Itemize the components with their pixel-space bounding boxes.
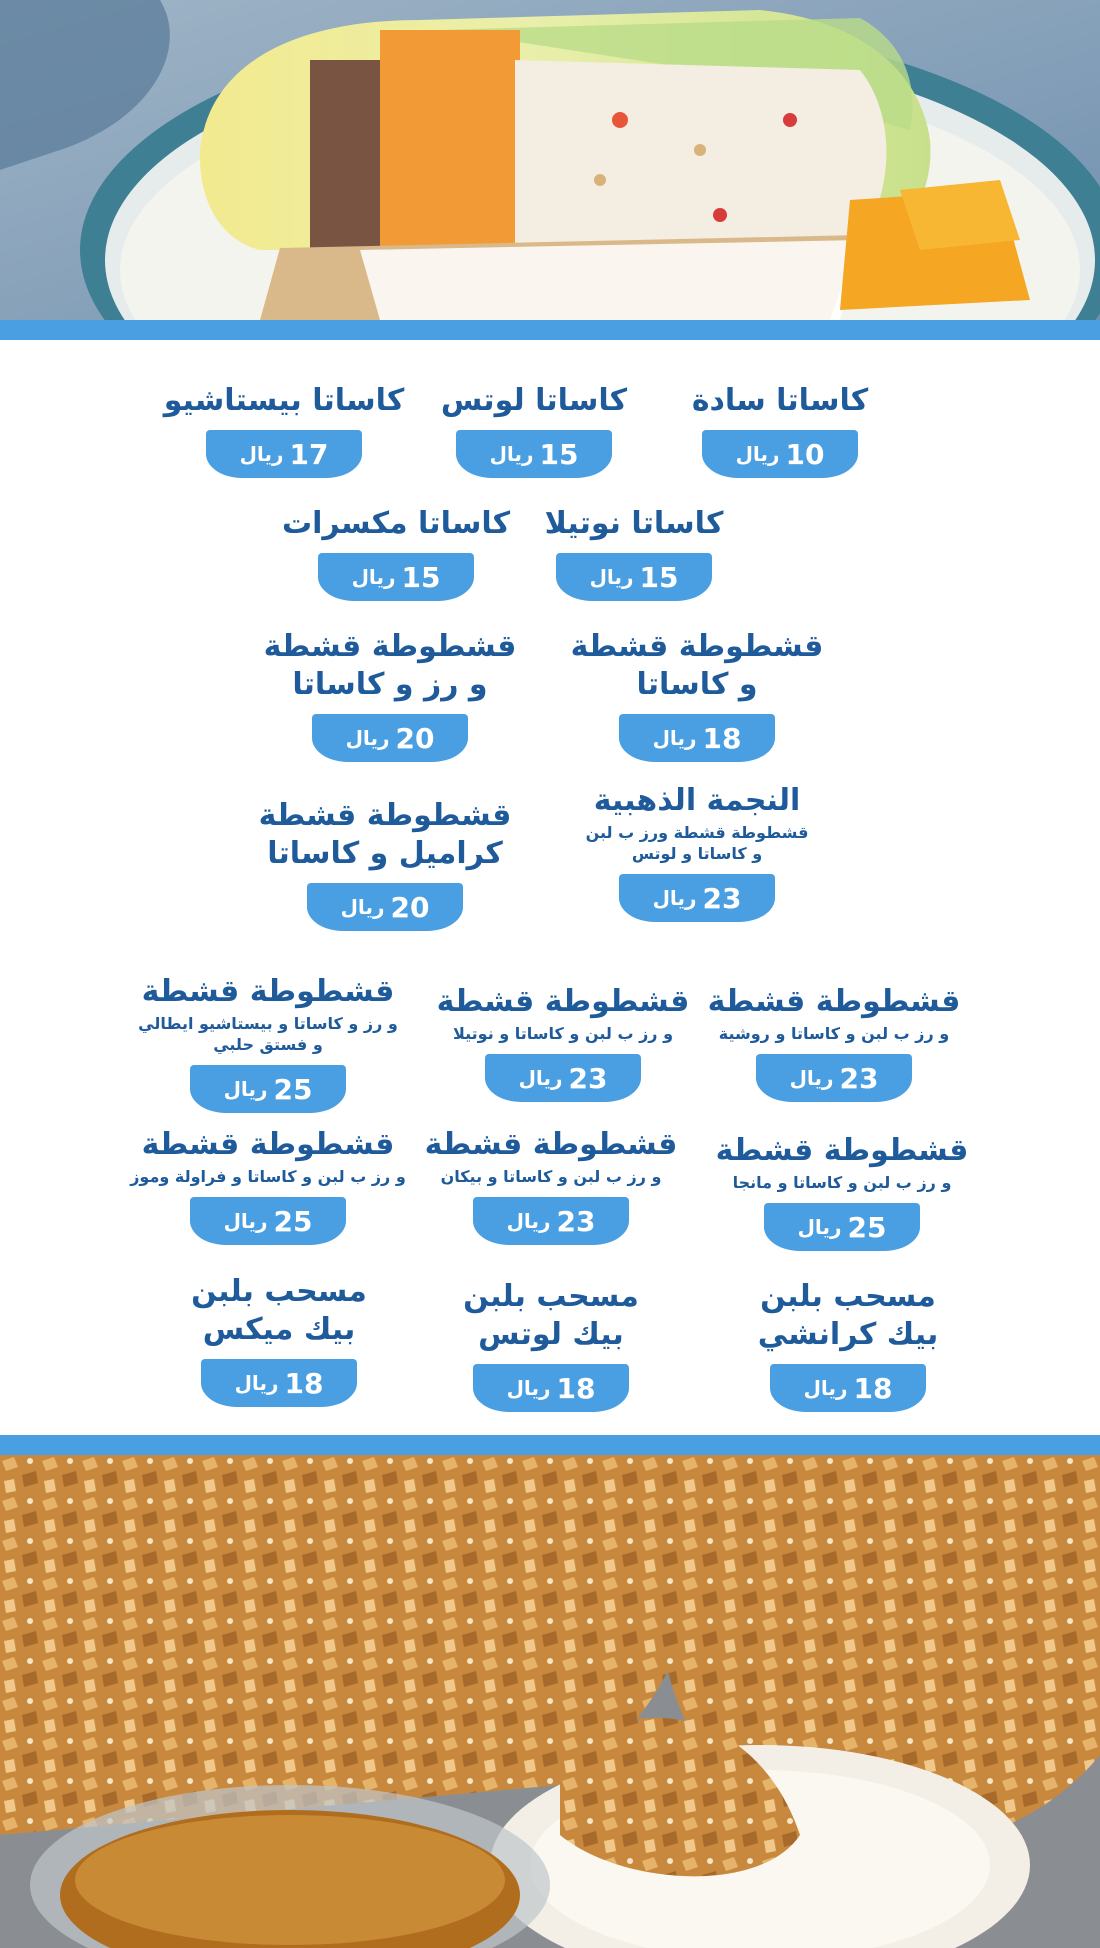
bottom-divider-band	[0, 1435, 1100, 1455]
item-description: و رز ب لبن و كاساتا و فراولة وموز	[130, 1167, 406, 1186]
price-currency: ريال	[518, 1066, 563, 1090]
item-description: و رز ب لبن و كاساتا و مانجا	[732, 1173, 952, 1192]
item-description: و رز و كاساتا و بيستاشيو ايطالي و فستق حلبي	[138, 1014, 398, 1054]
item-description: و رز ب لبن و كاساتا و نوتيلا	[452, 1024, 674, 1043]
price-tag	[770, 1364, 926, 1412]
menu-item	[118, 973, 418, 1113]
price-currency: ريال	[735, 442, 780, 466]
price-value: 25	[273, 1204, 313, 1238]
item-name: قشطوطة قشطة	[424, 1127, 678, 1162]
price-tag	[556, 553, 712, 601]
price-tag	[619, 714, 775, 762]
price-tag	[206, 430, 362, 478]
price-currency: ريال	[652, 726, 697, 750]
menu-item	[401, 1126, 701, 1245]
price-tag	[702, 430, 858, 478]
price-value: 23	[556, 1204, 596, 1238]
price-currency: ريال	[803, 1376, 848, 1400]
price-tag	[764, 1203, 920, 1251]
menu-item	[134, 382, 434, 478]
price-currency: ريال	[340, 895, 385, 919]
menu-item	[547, 628, 847, 762]
price-tag	[307, 883, 463, 931]
price-value: 25	[847, 1210, 887, 1244]
price-value: 23	[568, 1061, 608, 1095]
menu-item	[401, 1278, 701, 1412]
price-tag	[485, 1054, 641, 1102]
casata-cake-photo	[0, 0, 1100, 320]
price-currency: ريال	[797, 1215, 842, 1239]
item-name: قشطوطة قشطة	[141, 1127, 395, 1162]
menu-item	[240, 628, 540, 762]
price-tag	[456, 430, 612, 478]
price-currency: ريال	[589, 565, 634, 589]
item-description: و رز ب لبن و كاساتا و روشية	[718, 1024, 950, 1043]
menu-item	[413, 983, 713, 1102]
menu-item	[698, 1278, 998, 1412]
menu-item	[547, 782, 847, 922]
price-tag	[473, 1364, 629, 1412]
price-value: 18	[556, 1371, 596, 1405]
item-name: كاساتا نوتيلا	[544, 506, 724, 541]
crispy-chicken-photo	[0, 1455, 1100, 1948]
item-name: قشطوطة قشطة و رز و كاساتا	[263, 629, 517, 702]
price-value: 25	[273, 1072, 313, 1106]
price-currency: ريال	[506, 1376, 551, 1400]
menu-item	[684, 983, 984, 1102]
price-currency: ريال	[789, 1066, 834, 1090]
item-name: كاساتا بيستاشيو	[163, 383, 405, 418]
price-tag	[619, 874, 775, 922]
price-tag	[201, 1359, 357, 1407]
item-name: قشطوطة قشطة	[436, 984, 690, 1019]
price-value: 18	[284, 1366, 324, 1400]
menu-item	[246, 505, 546, 601]
price-tag	[756, 1054, 912, 1102]
price-currency: ريال	[345, 726, 390, 750]
item-name: قشطوطة قشطة و كاساتا	[570, 629, 824, 702]
price-tag	[190, 1197, 346, 1245]
price-value: 15	[639, 560, 679, 594]
price-value: 23	[839, 1061, 879, 1095]
item-description: قشطوطة قشطة ورز ب لبن و كاساتا و لوتس	[585, 823, 809, 863]
price-value: 23	[702, 881, 742, 915]
menu-item	[692, 1132, 992, 1251]
item-name: قشطوطة قشطة	[707, 984, 961, 1019]
price-currency: ريال	[223, 1077, 268, 1101]
price-currency: ريال	[489, 442, 534, 466]
price-currency: ريال	[351, 565, 396, 589]
item-name: كاساتا لوتس	[440, 383, 628, 418]
item-name: قشطوطة قشطة	[141, 974, 395, 1009]
price-value: 15	[539, 437, 579, 471]
price-value: 20	[395, 721, 435, 755]
item-name: كاساتا سادة	[691, 383, 869, 418]
price-value: 10	[785, 437, 825, 471]
item-name: مسحب بلبن بيك ميكس	[191, 1274, 367, 1347]
price-value: 17	[289, 437, 329, 471]
price-tag	[312, 714, 468, 762]
item-name: قشطوطة قشطة	[715, 1133, 969, 1168]
price-value: 18	[853, 1371, 893, 1405]
price-value: 18	[702, 721, 742, 755]
price-currency: ريال	[239, 442, 284, 466]
item-name: قشطوطة قشطة كراميل و كاساتا	[258, 798, 512, 871]
price-currency: ريال	[223, 1209, 268, 1233]
menu-item	[235, 797, 535, 931]
price-tag	[473, 1197, 629, 1245]
menu-item	[118, 1126, 418, 1245]
price-tag	[318, 553, 474, 601]
price-tag	[190, 1065, 346, 1113]
item-name: مسحب بلبن بيك كرانشي	[757, 1279, 939, 1352]
item-name: مسحب بلبن بيك لوتس	[463, 1279, 639, 1352]
price-currency: ريال	[652, 886, 697, 910]
top-divider-band	[0, 320, 1100, 340]
price-currency: ريال	[234, 1371, 279, 1395]
item-name: النجمة الذهبية	[593, 783, 801, 818]
price-value: 20	[390, 890, 430, 924]
menu-item	[129, 1273, 429, 1407]
price-currency: ريال	[506, 1209, 551, 1233]
item-name: كاساتا مكسرات	[281, 506, 511, 541]
price-value: 15	[401, 560, 441, 594]
item-description: و رز ب لبن و كاساتا و بيكان	[440, 1167, 662, 1186]
